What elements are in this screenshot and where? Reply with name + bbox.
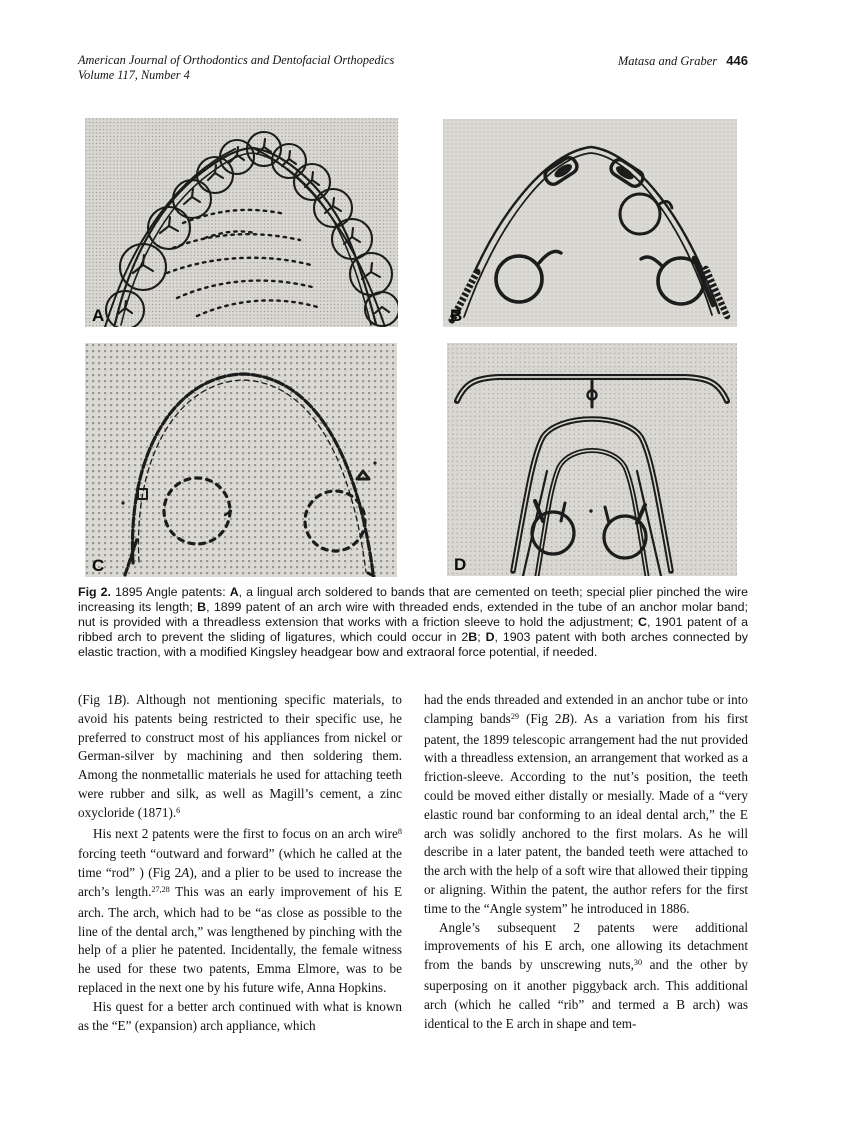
figure-panel-a <box>85 118 398 327</box>
running-head-right <box>618 53 748 69</box>
paragraph: His quest for a better arch continued with what is known as the “E” (expansion) arch appliance, which <box>78 998 402 1033</box>
panel-b-label: B <box>450 306 463 325</box>
figure-panel-d <box>447 343 737 576</box>
figure-caption: Fig 2. 1895 Angle patents: A, a lingual arch soldered to bands that are cemented on teeth; special plier pinched the wire increasing its length; B, 1899 patent of an arch wire with threaded ends, extended in the tube of an anchor molar band; nut is provided with a threadless extension that works with a friction sleeve to hold the adjustment; C, 1901 patent of a ribbed arch to prevent the sliding of ligatures, which could occur in 2B; D, 1903 patent with both arches connected by elastic traction, with a modified Kingsley headgear bow and extraoral force potential, if needed. <box>78 585 748 659</box>
page-header <box>78 53 748 83</box>
paragraph: had the ends threaded and extended in an anchor tube or into clamping bands$^{29}$ (Fig 2B). As a variation from his first patent, the 1899 telescopic arrangement had the nut provided with a threadless extension, an arrangement that worked as a friction-sleeve. According to the nut’s position, the teeth could be moved either distally or mesially. Made of a “very elastic round bar conforming to an ideal dental arch,” the E arch was solidly anchored to the first molars. As he will describe in a later patent, the banded teeth were attached to the arch with the help of a soft wire that allowed their tipping or aligning. Within the patent, the author refers for the first time to the “Angle system” he introduced in 1886. <box>424 692 749 916</box>
panel-c-drawing <box>85 343 397 577</box>
journal-volume: Volume 117, Number 4 <box>78 68 190 82</box>
panel-b-drawing <box>443 119 737 327</box>
running-authors: Matasa and Graber <box>617 54 718 68</box>
paragraph: (Fig 1B). Although not mentioning specific materials, to avoid his patents being restricted to their specific use, he preferred to construct most of his appliances from nickel or German-silver by machining and then soldering them. Among the nonmetallic materials he used for attaching teeth were rubber and silk, as well as Magill’s cement, a zinc oxycloride (1871).$^6$ <box>78 692 402 820</box>
right-column <box>424 691 748 1033</box>
figure-panel-c <box>85 343 397 577</box>
panel-a-label: A <box>92 306 105 325</box>
journal-info <box>78 53 394 83</box>
panel-d-drawing <box>447 343 737 576</box>
left-column <box>78 691 402 1035</box>
panel-a-drawing <box>85 118 398 327</box>
paragraph: Angle’s subsequent 2 patents were additional improvements of his E arch, one allowing its detachment from the bands by unscrewing nuts,$^{30}$ and the other by superposing on it another piggyback arch. This additional arch (which he called “rib” and termed a B arch) was identical to the E arch in shape and tem- <box>424 919 748 1031</box>
paragraph: His next 2 patents were the first to focus on an arch wire$^8$ forcing teeth “outward and forward” (which he called at the time “rod” ) (Fig 2A), and a plier to be used to increase the arch’s length.$^{27,28}$ This was an early improvement of his E arch. The arch, which had to be “as close as possible to the line of the dental arch,” was lengthened by pinching with the help of a plier he patented. Incidentally, the female witness he used for these two patents, Emma Elmore, was to be replaced in the next one by his future wife, Anna Hopkins. <box>78 825 403 995</box>
panel-d-label: D <box>454 555 467 574</box>
panel-c-label: C <box>92 556 105 575</box>
journal-title: American Journal of Orthodontics and Dentofacial Orthopedics <box>78 53 395 67</box>
figure-panel-b <box>443 119 737 327</box>
page-number: 446 <box>726 53 748 68</box>
